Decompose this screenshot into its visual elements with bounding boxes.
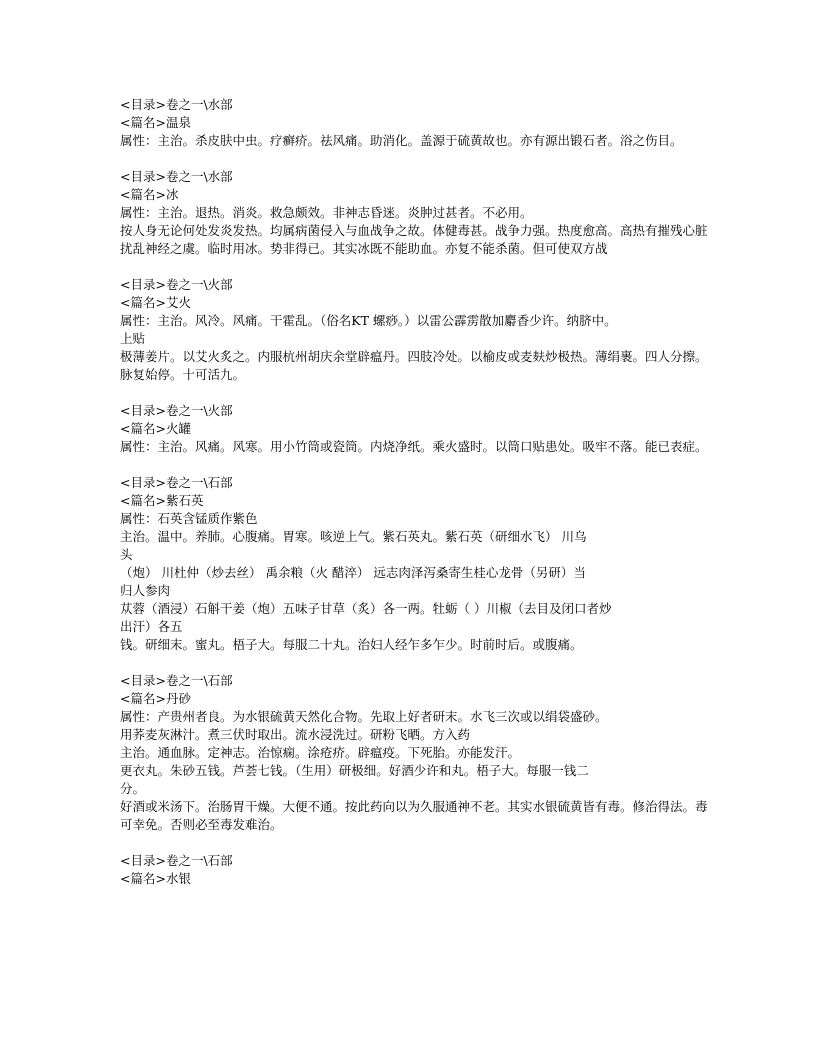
entry-text-line: 头 (120, 547, 133, 562)
entry-catalog-line: <目录>卷之一\石部 (120, 853, 233, 868)
entry-text-line: 极薄姜片。以艾火炙之。内服杭州胡庆余堂辟瘟丹。四肢冷处。以榆皮或麦麸炒极热。薄绢裹。四人分擦。脉复始停。十可活九。 (120, 349, 708, 382)
entry-title-line: <篇名>温泉 (120, 115, 191, 130)
entry-text-line: 苁蓉（酒浸）石斛干姜（炮）五味子甘草（炙）各一两。牡蛎（ ）川椒（去目及闭口者炒 (120, 601, 612, 616)
entry-text-line: （炮） 川杜仲（炒去丝） 禹余粮（火 醋淬） 远志肉泽泻桑寄生桂心龙骨（另研）当 (120, 565, 586, 580)
entry-catalog-line: <目录>卷之一\水部 (120, 169, 233, 184)
entry-text-line: 更衣丸。朱砂五钱。芦荟七钱。（生用）研极细。好酒少许和丸。梧子大。每服一钱二 (120, 763, 589, 778)
entry-text-line: 出汗）各五 (120, 619, 183, 634)
document-entry (120, 852, 710, 888)
entry-text-line: 属性：主治。退热。消炎。救急颇效。非神志昏迷。炎肿过甚者。不必用。 (120, 205, 533, 220)
entry-text-line: 主治。通血脉。定神志。治惊痫。涂疮疥。辟瘟疫。下死胎。亦能发汗。 (120, 745, 521, 760)
entry-text-line: 属性：主治。风冷。风痛。干霍乱。（俗名KT 螺痧。）以雷公霹雳散加麝香少许。纳脐中。 (120, 313, 617, 328)
entry-title-line: <篇名>火罐 (120, 421, 191, 436)
entry-title-line: <篇名>水银 (120, 871, 191, 886)
entry-text-line: 分。 (120, 781, 146, 796)
entry-text-line: 好酒或米汤下。治肠胃干燥。大便不通。按此药向以为久服通神不老。其实水银硫黄皆有毒。修治得法。毒可幸免。否则必至毒发难治。 (120, 799, 708, 832)
entry-text-line: 钱。研细末。蜜丸。梧子大。每服二十丸。治妇人经乍多乍少。时前时后。或腹痛。 (120, 637, 583, 652)
entry-catalog-line: <目录>卷之一\水部 (120, 97, 233, 112)
entry-catalog-line: <目录>卷之一\石部 (120, 673, 233, 688)
entry-text-line: 属性：主治。杀皮肤中虫。疗癣疥。祛风痛。助消化。盖源于硫黄故也。亦有源出锻石者。浴之伤目。 (120, 133, 683, 148)
entry-text-line: 属性：石英含锰质作紫色 (120, 511, 258, 526)
entry-catalog-line: <目录>卷之一\火部 (120, 277, 233, 292)
entry-text-line: 属性：主治。风痛。风寒。用小竹筒或瓷筒。内烧净纸。乘火盛时。以筒口贴患处。吸牢不落。能已表症。 (120, 439, 708, 454)
entry-title-line: <篇名>紫石英 (120, 493, 204, 508)
document-entry (120, 96, 710, 150)
entry-text-line: 归人参肉 (120, 583, 171, 598)
document-entry (120, 402, 710, 456)
entry-catalog-line: <目录>卷之一\火部 (120, 403, 233, 418)
entry-list (120, 96, 710, 906)
document-entry (120, 276, 710, 384)
entry-catalog-line: <目录>卷之一\石部 (120, 475, 233, 490)
document-entry (120, 672, 710, 834)
entry-text-line: 属性：产贵州者良。为水银硫黄天然化合物。先取上好者研末。水飞三次或以绢袋盛砂。 (120, 709, 608, 724)
entry-text-line: 上贴 (120, 331, 146, 346)
entry-text-line: 按人身无论何处发炎发热。均属病菌侵入与血战争之故。体健毒甚。战争力强。热度愈高。高热有摧残心脏扰乱神经之虞。临时用冰。势非得已。其实冰既不能助血。亦复不能杀菌。但可使双方战 (120, 223, 708, 256)
document-entry (120, 474, 710, 654)
entry-title-line: <篇名>冰 (120, 187, 179, 202)
entry-text-line: 用荞麦灰淋汁。煮三伏时取出。流水浸洗过。研粉飞晒。方入药 (120, 727, 471, 742)
entry-title-line: <篇名>丹砂 (120, 691, 191, 706)
entry-title-line: <篇名>艾火 (120, 295, 191, 310)
document-entry (120, 168, 710, 258)
entry-text-line: 主治。温中。养肺。心腹痛。胃寒。咳逆上气。紫石英丸。紫石英（研细水飞） 川乌 (120, 529, 587, 544)
